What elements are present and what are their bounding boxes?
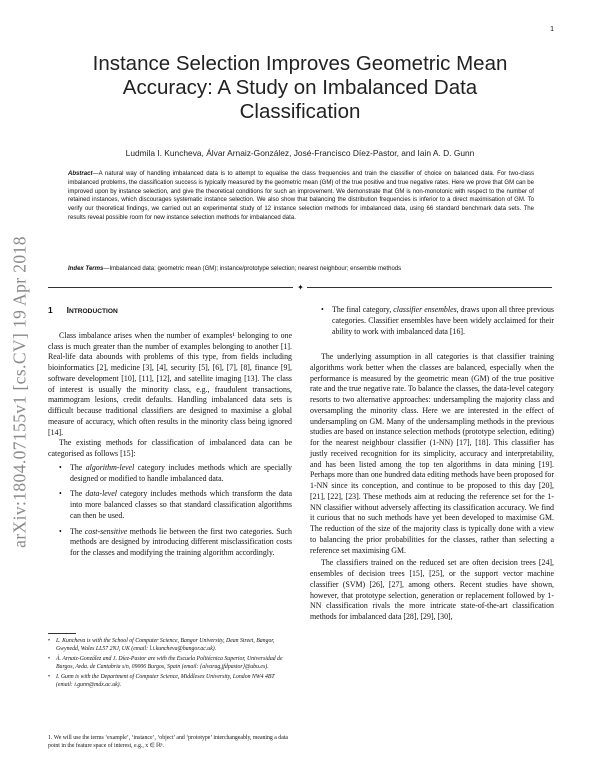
bullet-icon: • bbox=[59, 526, 62, 536]
bullet-icon: • bbox=[59, 489, 62, 499]
title-line: Instance Selection Improves Geometric Mean bbox=[92, 52, 508, 75]
author-list: Ludmila I. Kuncheva, Álvar Arnaiz-González, José-Francisco Díez-Pastor, and Iain A. D. Gunn bbox=[125, 148, 475, 158]
bullet-icon: • bbox=[59, 462, 62, 472]
abstract-label: Abstract bbox=[68, 171, 93, 177]
affiliation-item: • Á. Arnaiz-González and J. Díez-Pastor are with the Escuela Politécnica Superior, Universidad de Burgos, Avda. de Cantabria s/n, 09006 Burgos, Spain (email: {alvarag,jfdpastor}@ubu.es). bbox=[48, 656, 283, 670]
intro-paragraph-2: The existing methods for classification of imbalanced data can be categorised as follows [15]: bbox=[48, 438, 292, 458]
right-column bbox=[310, 352, 554, 623]
page-number: 1 bbox=[550, 26, 554, 33]
right-column-top bbox=[310, 305, 554, 342]
left-column bbox=[48, 305, 292, 564]
abstract-text: —A natural way of handling imbalanced data is to attempt to equalise the class frequencies and train the classifier of choice on balanced data. For two-class imbalanced problems, the classification success is typically measured by the geometric mean (GM) of the true positive and true negative rates. Here we prove that GM can be improved upon by instance selection, and give the theoretical conditions for such an improvement. We demonstrate that GM is non-monotonic with respect to the number of retained instances, which discourages systematic instance selection. We also show that balancing the distribution frequencies is inferior to a direct maximisation of GM. To verify our theoretical findings, we carried out an experimental study of 12 instance selection methods for imbalanced data, using 66 standard benchmark data sets. The results reveal possible room for new instance selection methods for imbalanced data. bbox=[68, 171, 534, 221]
section-title-first: I bbox=[66, 305, 69, 315]
title-line: Accuracy: A Study on Imbalanced Data bbox=[122, 76, 478, 99]
list-item: • The algorithm-level category includes methods which are specially designed or modified to handle imbalanced data. bbox=[59, 462, 292, 483]
abstract bbox=[68, 170, 534, 223]
section-number: 1 bbox=[48, 305, 53, 315]
category-list-continued bbox=[310, 305, 554, 337]
section-title-rest: NTRODUCTION bbox=[69, 308, 118, 315]
list-item: • The cost-sensitive methods lie between the first two categories. Such methods are designed by introducing different misclassification costs for the classes and modifying the training algorithm accordingly. bbox=[59, 526, 292, 557]
affiliation-item: • L. Kuncheva is with the School of Computer Science, Bangor University, Dean Street, Bangor, Gwynedd, Wales LL57 2NJ, UK (email: l.i.kuncheva@bangor.ac.uk). bbox=[48, 638, 275, 652]
arxiv-identifier: arXiv:1804.07155v1 [cs.CV] 19 Apr 2018 bbox=[9, 236, 30, 548]
title-line: Classification bbox=[239, 100, 361, 123]
bullet-icon: • bbox=[48, 638, 51, 644]
footnote-1: 1. We will use the terms ‘example’, ‘instance’, ‘object’ and ‘prototype’ interchangeably, meaning a data point in the feature space of interest, e.g., x ∈ ℝⁿ. bbox=[48, 735, 288, 749]
list-item: • The final category, classifier ensembles, draws upon all three previous categories. Classifier ensembles have been widely acclaimed for their ability to work with imbalanced data [16]. bbox=[321, 305, 554, 336]
divider-line-left bbox=[48, 287, 293, 288]
list-item: • The data-level category includes methods which transform the data into more balanced classes so that standard classification algorithms can then be used. bbox=[59, 489, 292, 520]
section-heading bbox=[48, 305, 292, 318]
affiliation-item: • I. Gunn is with the Department of Computer Science, Middlesex University, London NW4 4BT (email: i.gunn@mdx.ac.uk). bbox=[48, 674, 275, 688]
index-terms bbox=[68, 265, 534, 274]
intro-paragraph-1: Class imbalance arises when the number of examples¹ belonging to one class is much greater than the number of examples belonging to another [1]. Real-life data abounds with problems of this type, from fields including bioinformatics [2], medicine [3], [4], security [5], [6], [7], [8], finance [9], software development [10], [11], [12], and satellite imaging [13]. The class of interest is usually the minority class, e.g., fraudulent transactions, mammogram lesions, credit defaults. Handling imbalanced data sets is difficult because traditional classifiers are designed to maximise a global measure of accuracy, which often results in the minority class being ignored [14]. bbox=[48, 330, 292, 437]
paper-title bbox=[40, 52, 560, 124]
bullet-icon: • bbox=[48, 656, 51, 663]
affiliations bbox=[48, 638, 292, 693]
body-paragraph-2: The classifiers trained on the reduced set are often decision trees [24], ensembles of decision trees [15], [25], or the support vector machine classifier (SVM) [26], [27], among others. Recent studies have shown, however, that prototype selection, generation or replacement followed by 1-NN classification rivals the more intricate state-of-the-art classification methods for imbalanced data [28], [29], [30], bbox=[310, 558, 554, 621]
divider-line-right bbox=[307, 287, 552, 288]
bullet-icon: • bbox=[321, 305, 324, 314]
divider-diamond-icon: ✦ bbox=[297, 282, 304, 292]
bullet-icon: • bbox=[48, 674, 51, 681]
index-terms-label: Index Terms bbox=[68, 266, 104, 272]
body-paragraph-1: The underlying assumption in all categories is that classifier training algorithms work better when the classes are balanced, especially when the performance is measured by the geometric mean (GM) of the true positive rate and the true negative rate. To balance the classes, the data-level category resorts to two alternative approaches: undersampling the majority class and oversampling the minority class. Here we are interested in the effect of undersampling on GM. Many of the undersampling methods in the previous studies are based on instance selection methods (prototype selection, editing) for the nearest neighbour classifier (1-NN) [17], [18]. This classifier has justly received recognition for its simplicity, accuracy and interpretability, and has been listed among the top ten algorithms in data mining [19]. Perhaps more than one hundred data editing methods have been proposed for 1-NN since its conception, and continue to be proposed to this day [20], [21], [22], [23]. These methods aim at reducing the reference set for the 1-NN classifier without adversely affecting its classification accuracy. We find it curious that no such methods have yet been developed to maximise GM. The reduction of the size of the majority class is typically done with a view to balancing the prior probabilities for the classes, rather than selecting a reference set maximising GM. bbox=[310, 352, 554, 555]
section-divider bbox=[48, 282, 552, 292]
index-terms-text: —Imbalanced data; geometric mean (GM); instance/prototype selection; nearest neighbour; ensemble methods bbox=[103, 266, 402, 272]
footnote-rule bbox=[48, 633, 76, 634]
category-list bbox=[48, 463, 292, 559]
arxiv-sidebar bbox=[8, 195, 32, 590]
